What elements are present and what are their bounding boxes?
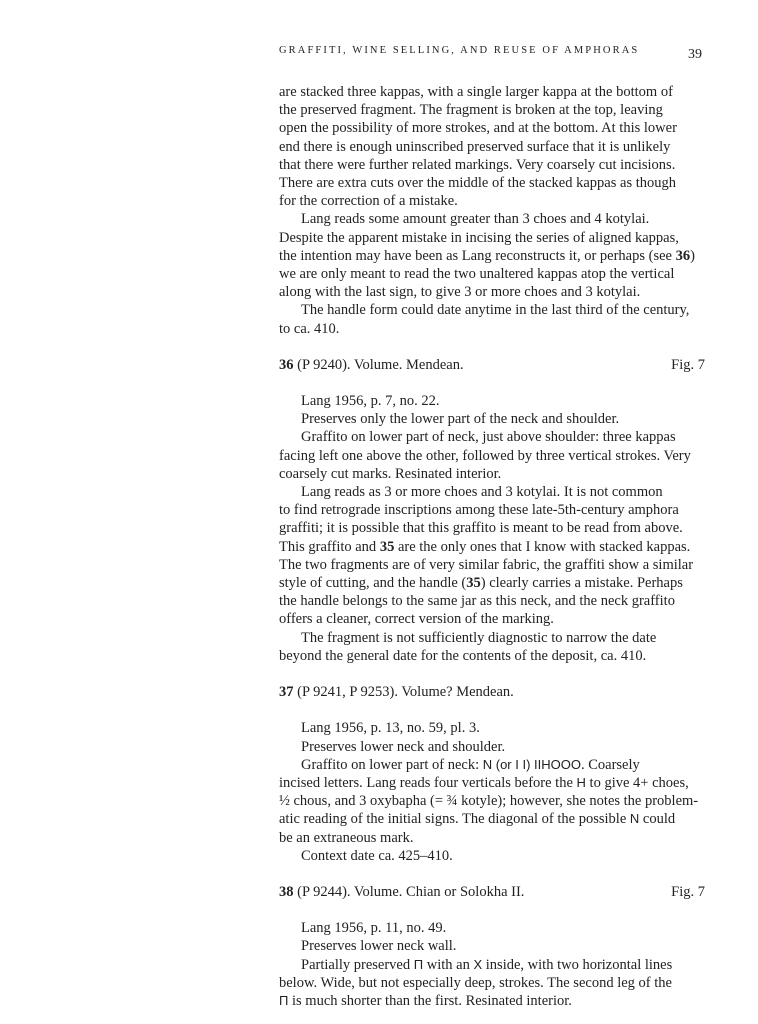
entry-description: (P 9241, P 9253). Volume? Mendean. [293, 684, 514, 701]
text-line: Context date ca. 425–410. [301, 847, 453, 864]
text-line: atic reading of the initial signs. The diagonal of the possible N could [279, 811, 676, 828]
inscription-glyphs: X [473, 956, 483, 972]
text-line: facing left one above the other, followed by three vertical strokes. Very [279, 447, 691, 464]
text-line: ½ chous, and 3 oxybapha (= ¾ kotyle); however, she notes the problem- [279, 793, 699, 810]
text-line: incised letters. Lang reads four verticals before the H to give 4+ choes, [279, 774, 689, 791]
entry-number: 37 [279, 684, 294, 701]
text-line: the intention may have been as Lang reconstructs it, or perhaps (see 36) [279, 247, 695, 264]
text-line: open the possibility of more strokes, and at the bottom. At this lower [279, 120, 677, 137]
text-line: Preserves only the lower part of the neck and shoulder. [301, 411, 620, 428]
figure-reference: Fig. 7 [671, 883, 705, 900]
text-line: below. Wide, but not especially deep, strokes. The second leg of the [279, 974, 672, 991]
inscription-glyphs: H [576, 774, 586, 790]
entry-reference: 35 [379, 538, 395, 555]
inscription-glyphs: Π [413, 956, 424, 972]
text-line: style of cutting, and the handle (35) clearly carries a mistake. Perhaps [279, 575, 683, 592]
text-line: There are extra cuts over the middle of the stacked kappas as though [279, 175, 676, 192]
text-line: for the correction of a mistake. [279, 193, 458, 210]
entry-heading-36 [279, 356, 711, 374]
text-line: Partially preserved Π with an X inside, with two horizontal lines [301, 956, 673, 973]
inscription-glyphs: Π [279, 992, 289, 1008]
body-text [279, 83, 711, 1010]
text-line: end there is enough uninscribed preserved surface that it is unlikely [279, 138, 671, 155]
text-line: to ca. 410. [279, 320, 340, 337]
entry-reference: 35 [466, 575, 481, 592]
text-line: The fragment is not sufficiently diagnostic to narrow the date [301, 629, 657, 646]
text-line: coarsely cut marks. Resinated interior. [279, 465, 502, 482]
text-line: Graffito on lower part of neck: N (or I I) IIHOOO. Coarsely [301, 756, 640, 773]
text-line: Preserves lower neck and shoulder. [301, 738, 506, 755]
text-line: beyond the general date for the contents of the deposit, ca. 410. [279, 647, 647, 664]
entry-heading-37 [279, 683, 711, 701]
entry-description: (P 9244). Volume. Chian or Solokha II. [293, 883, 525, 900]
text-line: the handle belongs to the same jar as this neck, and the neck graffito [279, 593, 675, 610]
text-line: This graffito and 35 are the only ones that I know with stacked kappas. [279, 538, 691, 555]
entry-description: (P 9240). Volume. Mendean. [293, 356, 464, 373]
text-line: along with the last sign, to give 3 or more choes and 3 kotylai. [279, 284, 641, 301]
text-line: be an extraneous mark. [279, 829, 414, 846]
text-line: the preserved fragment. The fragment is broken at the top, leaving [279, 102, 663, 119]
text-line: The two fragments are of very similar fabric, the graffiti show a similar [279, 556, 694, 573]
text-line: we are only meant to read the two unaltered kappas atop the vertical [279, 266, 675, 283]
entry-number: 38 [279, 883, 294, 900]
entry-reference: 36 [675, 247, 691, 264]
text-line: graffiti; it is possible that this graffito is meant to be read from above. [279, 520, 683, 537]
inscription-glyphs: N [629, 811, 640, 827]
text-line: Lang reads as 3 or more choes and 3 kotylai. It is not common [301, 484, 663, 501]
text-line: Graffito on lower part of neck, just above shoulder: three kappas [301, 429, 676, 446]
page-number: 39 [688, 47, 702, 62]
text-line: that there were further related markings. Very coarsely cut incisions. [279, 156, 676, 173]
text-line: are stacked three kappas, with a single larger kappa at the bottom of [279, 84, 673, 100]
running-head: GRAFFITI, WINE SELLING, AND REUSE OF AMPHORAS [279, 45, 640, 56]
text-line: Lang 1956, p. 11, no. 49. [301, 920, 447, 937]
entry-number: 36 [279, 356, 294, 373]
text-line: Lang 1956, p. 13, no. 59, pl. 3. [301, 720, 480, 737]
text-line: The handle form could date anytime in the last third of the century, [301, 302, 690, 319]
figure-reference: Fig. 7 [671, 356, 705, 373]
text-line: Preserves lower neck wall. [301, 938, 457, 955]
entry-heading-38 [279, 883, 711, 901]
text-line: Despite the apparent mistake in incising the series of aligned kappas, [279, 229, 679, 246]
text-line: offers a cleaner, correct version of the marking. [279, 611, 554, 628]
text-line: Π is much shorter than the first. Resinated interior. [279, 992, 572, 1009]
text-line: Lang 1956, p. 7, no. 22. [301, 393, 440, 410]
text-line: to find retrograde inscriptions among these late-5th-century amphora [279, 502, 679, 519]
text-line: Lang reads some amount greater than 3 choes and 4 kotylai. [301, 211, 650, 228]
inscription-glyphs: N (or I I) IIHOOO [482, 756, 581, 772]
